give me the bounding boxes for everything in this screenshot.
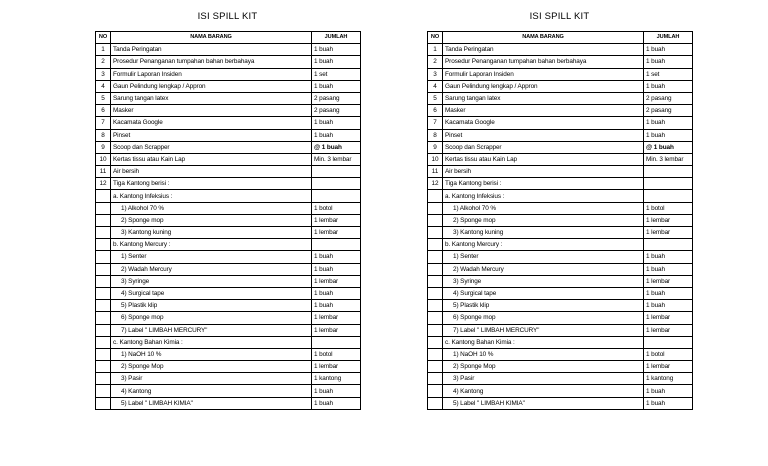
row-number xyxy=(428,361,443,373)
row-number xyxy=(428,373,443,385)
item-quantity: 1 botol xyxy=(644,348,693,360)
row-number xyxy=(428,300,443,312)
item-name: 4) Surgical tape xyxy=(111,287,312,299)
table-row xyxy=(428,385,693,397)
item-quantity xyxy=(312,190,361,202)
item-quantity: 1 buah xyxy=(312,56,361,68)
item-quantity: 1 lembar xyxy=(312,361,361,373)
table-row xyxy=(96,385,361,397)
item-quantity: 2 pasang xyxy=(312,105,361,117)
table-row xyxy=(96,178,361,190)
row-number xyxy=(428,397,443,409)
item-quantity: 1 buah xyxy=(644,44,693,56)
table-row xyxy=(428,227,693,239)
spill-kit-title: ISI SPILL KIT xyxy=(529,11,590,22)
table-row xyxy=(96,397,361,409)
table-row xyxy=(428,166,693,178)
row-number: 1 xyxy=(96,44,111,56)
row-number: 11 xyxy=(96,166,111,178)
table-row xyxy=(428,190,693,202)
item-quantity: 1 lembar xyxy=(644,275,693,287)
item-quantity: 1 buah xyxy=(644,397,693,409)
item-name: Formulir Laporan Insiden xyxy=(443,68,644,80)
item-name: 4) Surgical tape xyxy=(443,287,644,299)
item-quantity: 1 buah xyxy=(312,397,361,409)
table-row xyxy=(96,68,361,80)
item-quantity: 2 pasang xyxy=(312,92,361,104)
item-name: Tiga Kantong berisi : xyxy=(111,178,312,190)
row-number xyxy=(96,361,111,373)
header-qty: JUMLAH xyxy=(644,32,693,44)
table-row xyxy=(96,336,361,348)
item-name: 2) Sponge Mop xyxy=(443,361,644,373)
table-row xyxy=(428,68,693,80)
row-number xyxy=(96,287,111,299)
item-quantity: 1 kantong xyxy=(312,373,361,385)
item-name: Gaun Pelindung lengkap / Appron xyxy=(111,80,312,92)
item-name: Scoop dan Scrapper xyxy=(111,141,312,153)
item-quantity: 1 buah xyxy=(644,251,693,263)
item-quantity: 1 buah xyxy=(644,263,693,275)
row-number: 10 xyxy=(428,153,443,165)
row-number: 3 xyxy=(428,68,443,80)
item-name: 3) Kantong kuning xyxy=(443,227,644,239)
item-quantity: 1 lembar xyxy=(644,324,693,336)
row-number xyxy=(96,312,111,324)
item-quantity: 1 buah xyxy=(644,80,693,92)
table-row xyxy=(428,56,693,68)
item-name: Masker xyxy=(443,105,644,117)
table-row xyxy=(96,312,361,324)
table-row xyxy=(428,105,693,117)
item-quantity: 1 buah xyxy=(312,44,361,56)
row-number: 3 xyxy=(96,68,111,80)
header-name: NAMA BARANG xyxy=(443,32,644,44)
row-number: 6 xyxy=(96,105,111,117)
header-qty: JUMLAH xyxy=(312,32,361,44)
row-number xyxy=(96,214,111,226)
row-number: 4 xyxy=(428,80,443,92)
row-number: 7 xyxy=(428,117,443,129)
table-row xyxy=(428,300,693,312)
row-number xyxy=(428,202,443,214)
item-name: 1) Alkohol 70 % xyxy=(111,202,312,214)
item-name: 7) Label " LIMBAH MERCURY" xyxy=(111,324,312,336)
item-quantity: Min. 3 lembar xyxy=(644,153,693,165)
row-number: 2 xyxy=(428,56,443,68)
row-number xyxy=(96,251,111,263)
item-name: 2) Wadah Mercury xyxy=(111,263,312,275)
table-row xyxy=(96,105,361,117)
item-name: c. Kantong Bahan Kimia : xyxy=(111,336,312,348)
item-quantity: 1 buah xyxy=(312,300,361,312)
item-name: b. Kantong Mercury : xyxy=(443,239,644,251)
item-quantity: 1 buah xyxy=(312,251,361,263)
row-number: 8 xyxy=(428,129,443,141)
table-row xyxy=(96,373,361,385)
item-name: c. Kantong Bahan Kimia : xyxy=(443,336,644,348)
item-quantity: @ 1 buah xyxy=(312,141,361,153)
item-name: 3) Syringe xyxy=(111,275,312,287)
row-number xyxy=(96,373,111,385)
item-name: Formulir Laporan Insiden xyxy=(111,68,312,80)
item-quantity: 1 set xyxy=(312,68,361,80)
item-quantity: 1 lembar xyxy=(312,275,361,287)
table-row xyxy=(96,214,361,226)
table-row xyxy=(96,92,361,104)
row-number: 7 xyxy=(96,117,111,129)
item-name: 1) Alkohol 70 % xyxy=(443,202,644,214)
table-row xyxy=(428,373,693,385)
table-row xyxy=(96,275,361,287)
item-quantity xyxy=(312,336,361,348)
item-name: 5) Plastik klip xyxy=(111,300,312,312)
item-quantity: 1 buah xyxy=(644,385,693,397)
item-name: 5) Plastik klip xyxy=(443,300,644,312)
item-name: b. Kantong Mercury : xyxy=(111,239,312,251)
item-quantity: @ 1 buah xyxy=(644,141,693,153)
table-row xyxy=(96,348,361,360)
item-name: 5) Label " LIMBAH KIMIA" xyxy=(443,397,644,409)
row-number: 8 xyxy=(96,129,111,141)
item-name: Prosedur Penanganan tumpahan bahan berbahaya xyxy=(111,56,312,68)
table-row xyxy=(428,92,693,104)
table-row xyxy=(96,324,361,336)
item-name: 4) Kantong xyxy=(443,385,644,397)
table-row xyxy=(428,275,693,287)
table-row xyxy=(96,190,361,202)
item-name: Sarung tangan latex xyxy=(443,92,644,104)
item-quantity: 1 buah xyxy=(644,287,693,299)
table-row xyxy=(428,214,693,226)
table-header-row xyxy=(428,32,693,44)
row-number: 4 xyxy=(96,80,111,92)
item-name: Air bersih xyxy=(111,166,312,178)
spill-kit-title: ISI SPILL KIT xyxy=(197,11,258,22)
item-quantity: 1 buah xyxy=(312,287,361,299)
row-number xyxy=(96,275,111,287)
item-quantity: 1 buah xyxy=(644,300,693,312)
row-number: 9 xyxy=(428,141,443,153)
table-row xyxy=(96,227,361,239)
item-quantity: 1 lembar xyxy=(312,312,361,324)
item-quantity xyxy=(644,239,693,251)
row-number xyxy=(428,336,443,348)
table-row xyxy=(428,117,693,129)
item-quantity: 1 lembar xyxy=(644,361,693,373)
item-quantity xyxy=(644,178,693,190)
row-number xyxy=(428,239,443,251)
item-quantity: 1 buah xyxy=(644,129,693,141)
item-name: 2) Wadah Mercury xyxy=(443,263,644,275)
spill-kit-list-right xyxy=(427,10,692,410)
item-quantity: 1 lembar xyxy=(644,312,693,324)
row-number: 11 xyxy=(428,166,443,178)
row-number: 1 xyxy=(428,44,443,56)
item-quantity: 1 kantong xyxy=(644,373,693,385)
item-quantity xyxy=(312,178,361,190)
spill-kit-table xyxy=(95,31,361,410)
item-name: 2) Sponge mop xyxy=(443,214,644,226)
table-row xyxy=(428,324,693,336)
row-number xyxy=(96,202,111,214)
item-name: 7) Label " LIMBAH MERCURY" xyxy=(443,324,644,336)
item-name: 1) Senter xyxy=(111,251,312,263)
table-row xyxy=(428,129,693,141)
table-row xyxy=(428,80,693,92)
table-row xyxy=(428,263,693,275)
row-number xyxy=(428,385,443,397)
row-number xyxy=(428,251,443,263)
row-number xyxy=(96,336,111,348)
row-number xyxy=(96,190,111,202)
table-row xyxy=(96,263,361,275)
row-number: 10 xyxy=(96,153,111,165)
item-quantity: 1 buah xyxy=(644,117,693,129)
item-quantity: 1 buah xyxy=(312,263,361,275)
table-row xyxy=(428,397,693,409)
item-name: a. Kantong Infeksius : xyxy=(443,190,644,202)
item-quantity xyxy=(644,190,693,202)
row-number: 12 xyxy=(96,178,111,190)
table-row xyxy=(428,153,693,165)
row-number xyxy=(96,397,111,409)
item-quantity: 1 lembar xyxy=(644,227,693,239)
item-quantity: 1 set xyxy=(644,68,693,80)
table-row xyxy=(96,251,361,263)
item-quantity: 1 botol xyxy=(644,202,693,214)
item-name: Kertas tissu atau Kain Lap xyxy=(111,153,312,165)
item-name: Air bersih xyxy=(443,166,644,178)
item-name: 3) Pasir xyxy=(111,373,312,385)
item-name: Tanda Peringatan xyxy=(443,44,644,56)
item-name: Pinset xyxy=(111,129,312,141)
row-number: 2 xyxy=(96,56,111,68)
item-name: Kacamata Google xyxy=(111,117,312,129)
table-row xyxy=(428,178,693,190)
item-name: Prosedur Penanganan tumpahan bahan berbahaya xyxy=(443,56,644,68)
row-number: 5 xyxy=(428,92,443,104)
item-name: Tiga Kantong berisi : xyxy=(443,178,644,190)
row-number xyxy=(428,214,443,226)
row-number xyxy=(428,348,443,360)
table-row xyxy=(96,239,361,251)
table-row xyxy=(96,166,361,178)
item-quantity xyxy=(312,239,361,251)
item-quantity: 1 buah xyxy=(312,80,361,92)
table-row xyxy=(96,287,361,299)
row-number: 6 xyxy=(428,105,443,117)
table-row xyxy=(96,202,361,214)
item-quantity xyxy=(644,336,693,348)
item-name: Masker xyxy=(111,105,312,117)
row-number xyxy=(428,227,443,239)
row-number xyxy=(96,348,111,360)
table-row xyxy=(96,44,361,56)
item-name: Gaun Pelindung lengkap / Appron xyxy=(443,80,644,92)
item-quantity: 1 lembar xyxy=(312,324,361,336)
row-number: 9 xyxy=(96,141,111,153)
item-quantity: 1 buah xyxy=(644,56,693,68)
row-number xyxy=(96,227,111,239)
item-name: Scoop dan Scrapper xyxy=(443,141,644,153)
table-row xyxy=(428,202,693,214)
item-name: 6) Sponge mop xyxy=(443,312,644,324)
item-quantity: 1 buah xyxy=(312,385,361,397)
table-row xyxy=(428,239,693,251)
spill-kit-table xyxy=(427,31,693,410)
item-name: Pinset xyxy=(443,129,644,141)
table-row xyxy=(428,251,693,263)
item-quantity: 1 lembar xyxy=(312,214,361,226)
table-row xyxy=(96,361,361,373)
item-name: 1) NaOH 10 % xyxy=(111,348,312,360)
table-row xyxy=(428,312,693,324)
row-number: 12 xyxy=(428,178,443,190)
item-quantity: 1 lembar xyxy=(644,214,693,226)
table-row xyxy=(428,287,693,299)
table-row xyxy=(428,361,693,373)
item-quantity: 1 buah xyxy=(312,117,361,129)
item-quantity: 1 buah xyxy=(312,129,361,141)
table-row xyxy=(428,336,693,348)
row-number xyxy=(428,312,443,324)
item-quantity: 1 botol xyxy=(312,348,361,360)
item-name: 1) Senter xyxy=(443,251,644,263)
item-quantity: 2 pasang xyxy=(644,105,693,117)
header-no: NO xyxy=(96,32,111,44)
item-name: 4) Kantong xyxy=(111,385,312,397)
item-name: 5) Label " LIMBAH KIMIA" xyxy=(111,397,312,409)
item-quantity xyxy=(312,166,361,178)
table-row xyxy=(96,56,361,68)
row-number: 5 xyxy=(96,92,111,104)
item-quantity: 2 pasang xyxy=(644,92,693,104)
spill-kit-list-left xyxy=(95,10,360,410)
item-name: Kertas tissu atau Kain Lap xyxy=(443,153,644,165)
row-number xyxy=(96,324,111,336)
row-number xyxy=(96,385,111,397)
table-row xyxy=(96,129,361,141)
item-name: Sarung tangan latex xyxy=(111,92,312,104)
header-no: NO xyxy=(428,32,443,44)
table-row xyxy=(96,141,361,153)
item-name: a. Kantong Infeksius : xyxy=(111,190,312,202)
header-name: NAMA BARANG xyxy=(111,32,312,44)
table-row xyxy=(96,153,361,165)
row-number xyxy=(428,324,443,336)
item-name: 1) NaOH 10 % xyxy=(443,348,644,360)
row-number xyxy=(428,263,443,275)
item-name: 2) Sponge Mop xyxy=(111,361,312,373)
item-name: 3) Syringe xyxy=(443,275,644,287)
row-number xyxy=(96,300,111,312)
item-name: 6) Sponge mop xyxy=(111,312,312,324)
row-number xyxy=(428,287,443,299)
item-name: 2) Sponge mop xyxy=(111,214,312,226)
row-number xyxy=(428,190,443,202)
table-row xyxy=(96,117,361,129)
row-number xyxy=(428,275,443,287)
item-quantity xyxy=(644,166,693,178)
table-row xyxy=(428,348,693,360)
row-number xyxy=(96,239,111,251)
item-name: Tanda Peringatan xyxy=(111,44,312,56)
item-quantity: 1 lembar xyxy=(312,227,361,239)
item-name: Kacamata Google xyxy=(443,117,644,129)
table-row xyxy=(96,300,361,312)
item-quantity: 1 botol xyxy=(312,202,361,214)
table-header-row xyxy=(96,32,361,44)
table-row xyxy=(96,80,361,92)
item-name: 3) Pasir xyxy=(443,373,644,385)
item-name: 3) Kantong kuning xyxy=(111,227,312,239)
table-row xyxy=(428,44,693,56)
table-row xyxy=(428,141,693,153)
row-number xyxy=(96,263,111,275)
item-quantity: Min. 3 lembar xyxy=(312,153,361,165)
